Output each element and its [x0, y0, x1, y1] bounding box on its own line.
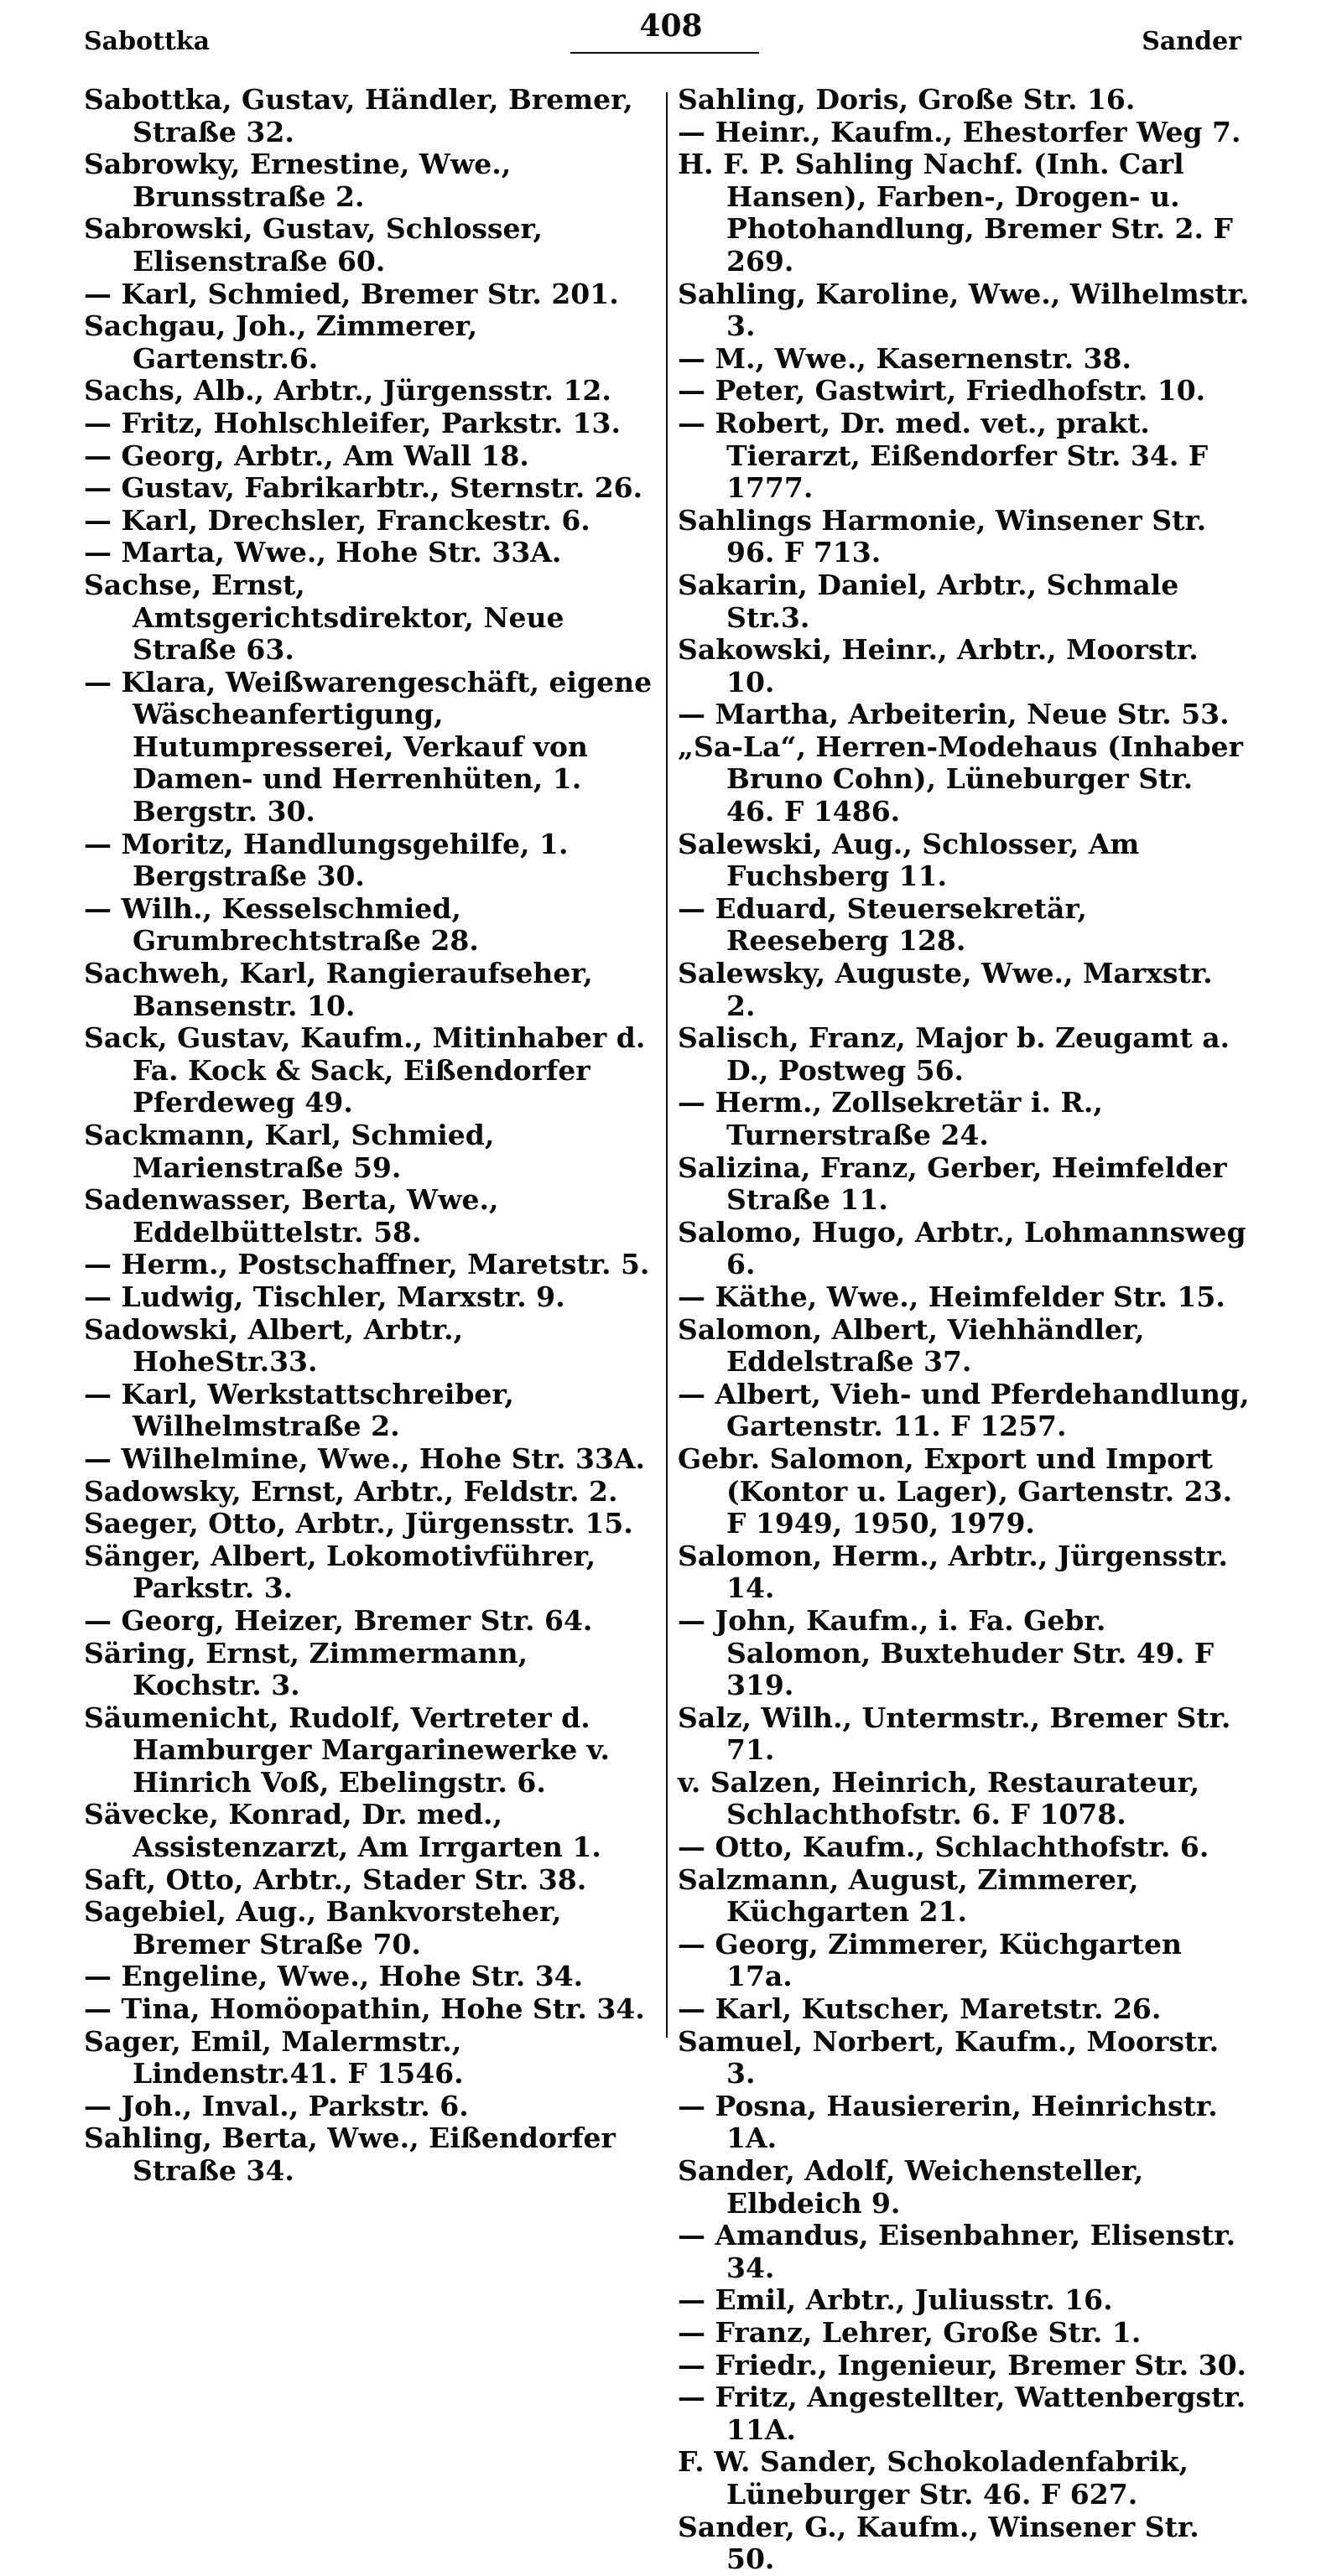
- directory-entry: Saft, Otto, Arbtr., Stader Str. 38.: [84, 1862, 587, 1896]
- directory-entry: — Fritz, Angestellter, Wattenbergstr. 11A.: [678, 2381, 1246, 2446]
- directory-entry: — Eduard, Steuersekretär, Reeseberg 128.: [678, 891, 1087, 958]
- directory-entry: Sachweh, Karl, Rangieraufseher, Bansenstr. 10.: [84, 957, 593, 1022]
- directory-entry: — Emil, Arbtr., Juliusstr. 16.: [678, 2283, 1113, 2317]
- directory-entry: Sadowski, Albert, Arbtr., HoheStr.33.: [84, 1312, 464, 1379]
- directory-entry: Salzmann, August, Zimmerer, Küchgarten 21.: [678, 1862, 1139, 1929]
- directory-entry: — Ludwig, Tischler, Marxstr. 9.: [84, 1280, 565, 1313]
- directory-entry: — Klara, Weißwarengeschäft, eigene Wäscheanfertigung, Hutumpresserei, Verkauf von Damen- und Herrenhüten, 1. Bergstr. 30.: [84, 665, 653, 828]
- directory-entry: — Karl, Schmied, Bremer Str. 201.: [84, 277, 619, 310]
- directory-entry: Sahling, Berta, Wwe., Eißendorfer Straße 34.: [84, 2122, 616, 2187]
- directory-entry: — Robert, Dr. med. vet., prakt. Tierarzt, Eißendorfer Str. 34. F 1777.: [678, 406, 1209, 505]
- directory-entry: — Posna, Hausiererin, Heinrichstr. 1A.: [678, 2089, 1218, 2155]
- directory-entry: Gebr. Salomon, Export und Import (Kontor u. Lager), Gartenstr. 23. F 1949, 1950, 1979.: [678, 1441, 1233, 1540]
- directory-entry: — Otto, Kaufm., Schlachthofstr. 6.: [678, 1831, 1209, 1864]
- directory-entry: Säring, Ernst, Zimmermann, Kochstr. 3.: [84, 1636, 528, 1702]
- directory-entry: Sahling, Doris, Große Str. 16.: [678, 83, 1136, 116]
- directory-entry: — Herm., Zollsekretär i. R., Turnerstraße 24.: [678, 1086, 1103, 1151]
- directory-entry: Sander, Adolf, Weichensteller, Elbdeich 9.: [678, 2154, 1144, 2220]
- directory-entry: — Karl, Drechsler, Franckestr. 6.: [84, 503, 590, 537]
- directory-entry: Säumenicht, Rudolf, Vertreter d. Hamburger Margarinewerke v. Hinrich Voß, Ebelingstr. 6.: [84, 1701, 611, 1799]
- page-number: 408: [639, 8, 703, 44]
- directory-entry: Sabrowski, Gustav, Schlosser, Elisenstraße 60.: [84, 212, 543, 278]
- directory-entry: — Franz, Lehrer, Große Str. 1.: [678, 2315, 1142, 2349]
- directory-entry: Saeger, Otto, Arbtr., Jürgensstr. 15.: [84, 1507, 633, 1540]
- directory-entry: Samuel, Norbert, Kaufm., Moorstr. 3.: [678, 2024, 1220, 2090]
- directory-entry: H. F. P. Sahling Nachf. (Inh. Carl Hansen), Farben-, Drogen- u. Photohandlung, Bremer Str. 2. F 269.: [678, 148, 1233, 278]
- directory-entry: — Karl, Kutscher, Maretstr. 26.: [678, 1992, 1162, 2026]
- directory-entry: Salizina, Franz, Gerber, Heimfelder Straße 11.: [678, 1150, 1227, 1217]
- directory-entry: F. W. Sander, Schokoladenfabrik, Lüneburger Str. 46. F 627.: [678, 2445, 1189, 2511]
- directory-entry: — Wilh., Kesselschmied, Grumbrechtstraße 28.: [84, 891, 479, 958]
- directory-entry: — Marta, Wwe., Hohe Str. 33A.: [84, 536, 562, 569]
- directory-entry: Sachs, Alb., Arbtr., Jürgensstr. 12.: [84, 374, 611, 408]
- directory-entry: — Georg, Heizer, Bremer Str. 64.: [84, 1603, 593, 1637]
- directory-entry: — Gustav, Fabrikarbtr., Sternstr. 26.: [84, 471, 643, 505]
- directory-entry: Sävecke, Konrad, Dr. med., Assistenzarzt, Am Irrgarten 1.: [84, 1798, 601, 1864]
- directory-entry: — Wilhelmine, Wwe., Hohe Str. 33A.: [84, 1441, 646, 1475]
- directory-entry: — Herm., Postschaffner, Maretstr. 5.: [84, 1248, 650, 1281]
- directory-entry: — John, Kaufm., i. Fa. Gebr. Salomon, Buxtehuder Str. 49. F 319.: [678, 1603, 1215, 1702]
- directory-entry: — Engeline, Wwe., Hohe Str. 34.: [84, 1960, 584, 1993]
- directory-entry: Sahlings Harmonie, Winsener Str. 96. F 713.: [678, 503, 1207, 569]
- directory-entry: v. Salzen, Heinrich, Restaurateur, Schlachthofstr. 6. F 1078.: [678, 1765, 1200, 1831]
- directory-entry: — Martha, Arbeiterin, Neue Str. 53.: [678, 698, 1230, 731]
- directory-entry: Sakowski, Heinr., Arbtr., Moorstr. 10.: [678, 633, 1199, 699]
- directory-entry: Salewsky, Auguste, Wwe., Marxstr. 2.: [678, 957, 1213, 1022]
- directory-entry: Salomo, Hugo, Arbtr., Lohmannsweg 6.: [678, 1215, 1246, 1281]
- directory-entry: Salz, Wilh., Untermstr., Bremer Str. 71.: [678, 1701, 1231, 1767]
- right-column: [678, 84, 1250, 2576]
- directory-entry: Sagebiel, Aug., Bankvorsteher, Bremer Straße 70.: [84, 1895, 562, 1961]
- directory-entry: Sackmann, Karl, Schmied, Marienstraße 59.: [84, 1119, 495, 1184]
- directory-entry: — Fritz, Hohlschleifer, Parkstr. 13.: [84, 406, 621, 439]
- directory-entry: Sabottka, Gustav, Händler, Bremer, Straße 32.: [84, 83, 633, 148]
- directory-entry: Sadenwasser, Berta, Wwe., Eddelbüttelstr. 58.: [84, 1183, 499, 1249]
- directory-entry: Sänger, Albert, Lokomotivführer, Parkstr. 3.: [84, 1539, 596, 1605]
- directory-entry: Sahling, Karoline, Wwe., Wilhelmstr. 3.: [678, 277, 1250, 343]
- directory-entry: — Amandus, Eisenbahner, Elisenstr. 34.: [678, 2219, 1236, 2284]
- directory-entry: — Tina, Homöopathin, Hohe Str. 34.: [84, 1992, 645, 2026]
- directory-entry: — Friedr., Ingenieur, Bremer Str. 30.: [678, 2348, 1247, 2381]
- directory-entry: Salisch, Franz, Major b. Zeugamt a. D., Postweg 56.: [678, 1021, 1230, 1087]
- directory-entry: Sack, Gustav, Kaufm., Mitinhaber d. Fa. Kock & Sack, Eißendorfer Pferdeweg 49.: [84, 1021, 646, 1119]
- header-rule: [570, 52, 759, 54]
- directory-entry: — Heinr., Kaufm., Ehestorfer Weg 7.: [678, 115, 1241, 148]
- directory-entry: Sander, G., Kaufm., Winsener Str. 50.: [678, 2510, 1199, 2576]
- directory-entry: Sakarin, Daniel, Arbtr., Schmale Str.3.: [678, 568, 1179, 634]
- column-divider: [666, 92, 668, 2038]
- directory-entry: — Käthe, Wwe., Heimfelder Str. 15.: [678, 1280, 1225, 1313]
- directory-entry: — Moritz, Handlungsgehilfe, 1. Bergstraße 30.: [84, 827, 569, 893]
- directory-entry: Sadowsky, Ernst, Arbtr., Feldstr. 2.: [84, 1474, 618, 1508]
- directory-entry: — Albert, Vieh- und Pferdehandlung, Gartenstr. 11. F 1257.: [678, 1377, 1250, 1443]
- directory-entry: Sachgau, Joh., Zimmerer, Gartenstr.6.: [84, 309, 478, 375]
- left-column: [84, 84, 654, 2188]
- directory-entry: Salomon, Herm., Arbtr., Jürgensstr. 14.: [678, 1539, 1229, 1605]
- directory-entry: Salomon, Albert, Viehhändler, Eddelstraße 37.: [678, 1312, 1145, 1379]
- directory-entry: „Sa-La“, Herren-Modehaus (Inhaber Bruno Cohn), Lüneburger Str. 46. F 1486.: [678, 730, 1243, 828]
- directory-entry: Salewski, Aug., Schlosser, Am Fuchsberg 11.: [678, 827, 1140, 893]
- directory-entry: — M., Wwe., Kasernenstr. 38.: [678, 341, 1131, 375]
- running-head-left: Sabottka: [84, 27, 211, 56]
- directory-entry: — Georg, Arbtr., Am Wall 18.: [84, 439, 529, 472]
- directory-entry: Sager, Emil, Malermstr., Lindenstr.41. F 1546.: [84, 2024, 464, 2090]
- directory-entry: — Joh., Inval., Parkstr. 6.: [84, 2089, 469, 2122]
- directory-entry: — Georg, Zimmerer, Küchgarten 17a.: [678, 1927, 1183, 1993]
- directory-entry: Sachse, Ernst, Amtsgerichtsdirektor, Neue Straße 63.: [84, 568, 564, 667]
- running-head-right: Sander: [1142, 27, 1241, 56]
- directory-entry: — Peter, Gastwirt, Friedhofstr. 10.: [678, 374, 1206, 408]
- directory-entry: Sabrowky, Ernestine, Wwe., Brunsstraße 2.: [84, 148, 512, 213]
- directory-entry: — Karl, Werkstattschreiber, Wilhelmstraße 2.: [84, 1377, 514, 1443]
